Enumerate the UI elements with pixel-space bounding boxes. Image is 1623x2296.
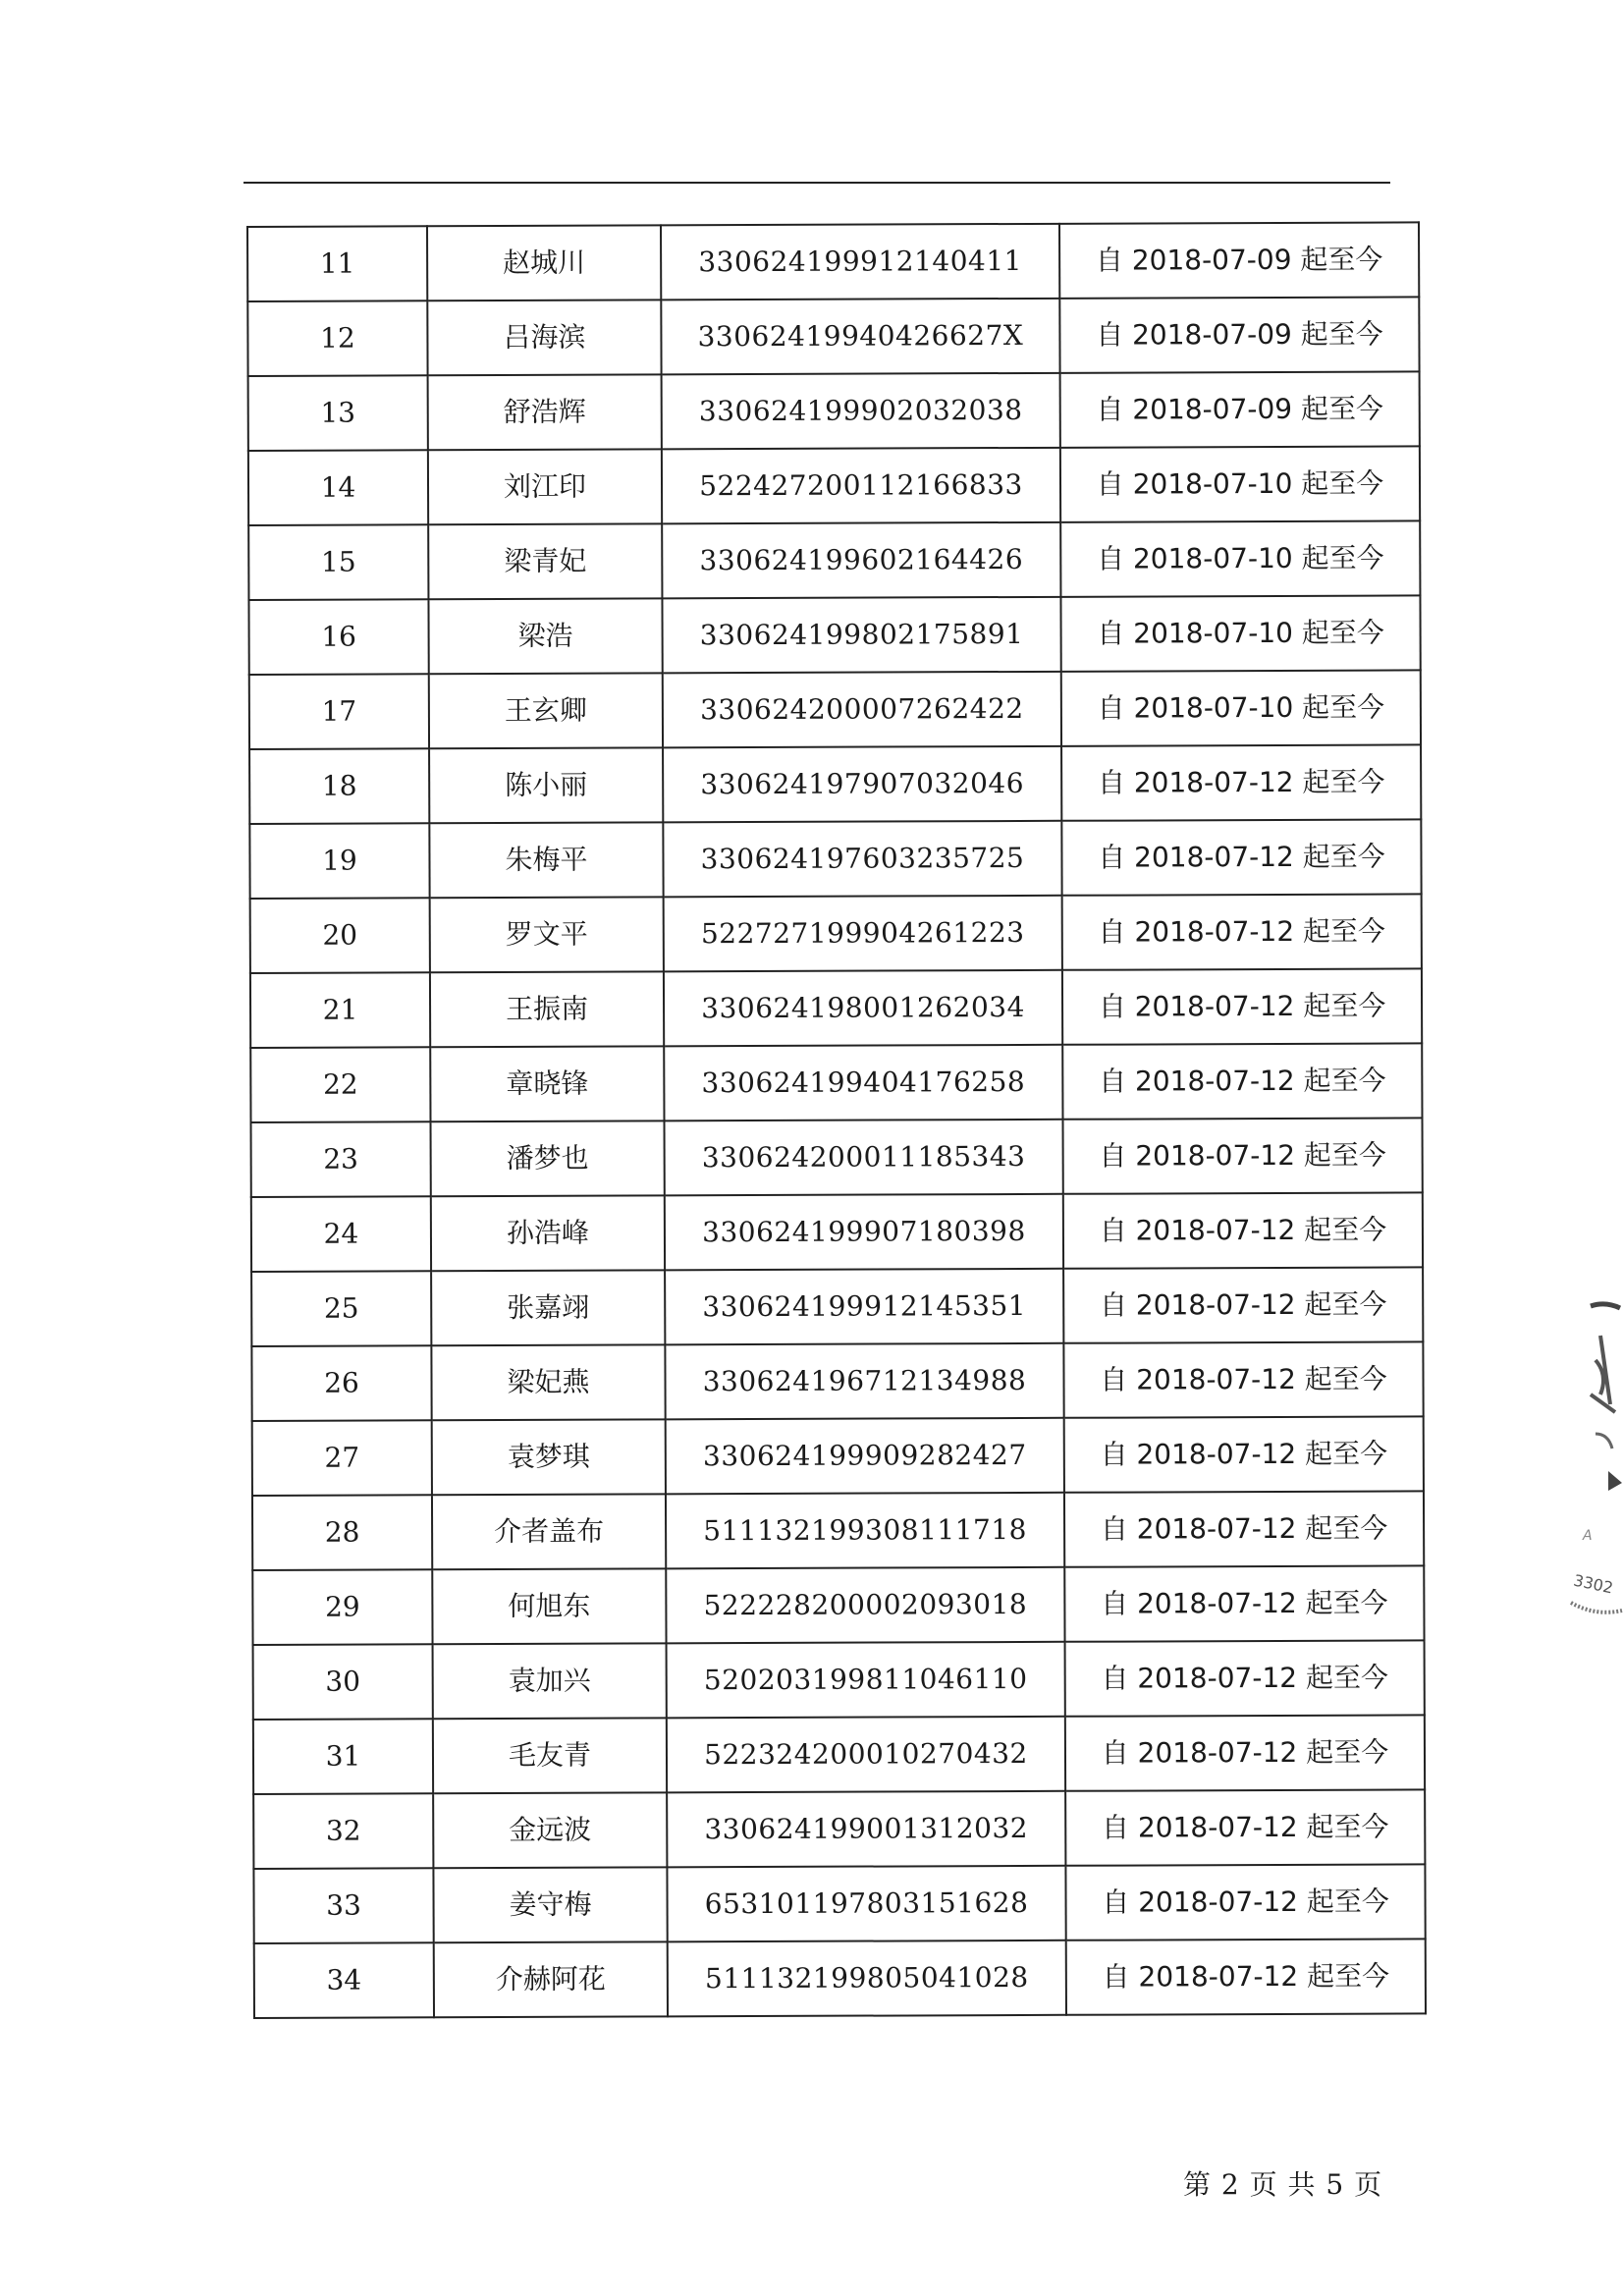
row-number-cell: 31 bbox=[253, 1719, 433, 1794]
row-number-cell: 14 bbox=[248, 450, 428, 525]
row-number-cell: 28 bbox=[252, 1495, 432, 1570]
seal-edge-icon bbox=[1561, 1286, 1623, 1640]
period-cell: 自 2018-07-10 起至今 bbox=[1060, 595, 1420, 671]
table-row bbox=[253, 1640, 1425, 1720]
period-cell: 自 2018-07-09 起至今 bbox=[1060, 371, 1420, 447]
row-number-cell: 29 bbox=[252, 1569, 432, 1645]
name-cell: 梁浩 bbox=[428, 598, 662, 674]
name-cell: 陈小丽 bbox=[429, 747, 663, 823]
roster-sheet bbox=[246, 221, 1417, 2019]
name-cell: 梁青妃 bbox=[428, 523, 662, 599]
period-cell: 自 2018-07-10 起至今 bbox=[1060, 520, 1420, 596]
table-row bbox=[253, 1715, 1425, 1794]
period-cell: 自 2018-07-12 起至今 bbox=[1062, 1118, 1422, 1193]
table-row bbox=[248, 520, 1420, 600]
table-row bbox=[250, 968, 1422, 1048]
id-number-cell: 330624199912145351 bbox=[665, 1269, 1063, 1345]
table-row bbox=[252, 1416, 1424, 1496]
row-number-cell: 33 bbox=[253, 1868, 433, 1943]
period-cell: 自 2018-07-12 起至今 bbox=[1063, 1341, 1423, 1417]
id-number-cell: 330624196712134988 bbox=[665, 1343, 1063, 1420]
table-row bbox=[250, 1043, 1422, 1122]
row-number-cell: 26 bbox=[251, 1345, 431, 1421]
roster-table-body bbox=[247, 222, 1426, 2018]
row-number-cell: 32 bbox=[253, 1793, 433, 1869]
id-number-cell: 330624200007262422 bbox=[663, 672, 1061, 748]
name-cell: 姜守梅 bbox=[433, 1867, 667, 1942]
id-number-cell: 522228200002093018 bbox=[666, 1567, 1064, 1644]
id-number-cell: 330624197907032046 bbox=[663, 746, 1061, 823]
period-cell: 自 2018-07-12 起至今 bbox=[1065, 1864, 1425, 1940]
table-row bbox=[253, 1864, 1425, 1943]
id-number-cell: 522727199904261223 bbox=[664, 896, 1062, 972]
name-cell: 吕海滨 bbox=[427, 300, 661, 375]
table-row bbox=[249, 744, 1421, 824]
period-cell: 自 2018-07-09 起至今 bbox=[1059, 297, 1419, 372]
name-cell: 刘江印 bbox=[428, 449, 662, 524]
table-row bbox=[252, 1491, 1424, 1570]
period-cell: 自 2018-07-12 起至今 bbox=[1064, 1565, 1424, 1641]
id-number-cell: 511132199805041028 bbox=[668, 1941, 1066, 2017]
name-cell: 介者盖布 bbox=[432, 1494, 666, 1569]
table-row bbox=[251, 1267, 1423, 1346]
id-number-cell: 522324200010270432 bbox=[667, 1717, 1065, 1793]
id-number-cell: 33062419940426627X bbox=[661, 299, 1059, 375]
period-cell: 自 2018-07-12 起至今 bbox=[1065, 1715, 1425, 1790]
id-number-cell: 330624199802175891 bbox=[662, 597, 1060, 674]
id-number-cell: 520203199811046110 bbox=[667, 1642, 1065, 1719]
name-cell: 王玄卿 bbox=[429, 673, 663, 748]
id-number-cell: 653101197803151628 bbox=[667, 1866, 1065, 1942]
row-number-cell: 18 bbox=[249, 748, 429, 824]
id-number-cell: 330624199912140411 bbox=[661, 224, 1059, 301]
name-cell: 罗文平 bbox=[430, 897, 664, 972]
svg-text:A: A bbox=[1583, 1528, 1593, 1544]
period-cell: 自 2018-07-12 起至今 bbox=[1066, 1939, 1426, 2014]
official-seal-fragment bbox=[1561, 1286, 1623, 1640]
id-number-cell: 330624197603235725 bbox=[663, 821, 1061, 898]
name-cell: 何旭东 bbox=[432, 1568, 666, 1644]
name-cell: 孙浩峰 bbox=[431, 1195, 665, 1271]
row-number-cell: 15 bbox=[248, 524, 428, 600]
table-row bbox=[248, 595, 1420, 675]
row-number-cell: 34 bbox=[254, 1942, 434, 2018]
table-row bbox=[248, 446, 1420, 525]
id-number-cell: 522427200112166833 bbox=[662, 448, 1060, 524]
header-rule bbox=[243, 182, 1390, 184]
table-row bbox=[247, 297, 1419, 376]
table-row bbox=[250, 894, 1422, 973]
row-number-cell: 27 bbox=[252, 1420, 432, 1496]
period-cell: 自 2018-07-12 起至今 bbox=[1065, 1789, 1425, 1865]
page-number: 第 2 页 共 5 页 bbox=[1183, 2168, 1383, 2201]
row-number-cell: 11 bbox=[247, 226, 427, 301]
row-number-cell: 24 bbox=[251, 1196, 431, 1272]
id-number-cell: 330624199909282427 bbox=[666, 1418, 1064, 1495]
table-row bbox=[251, 1118, 1423, 1197]
row-number-cell: 16 bbox=[248, 599, 428, 675]
name-cell: 金远波 bbox=[433, 1792, 667, 1868]
period-cell: 自 2018-07-12 起至今 bbox=[1064, 1491, 1424, 1566]
id-number-cell: 330624199907180398 bbox=[665, 1194, 1063, 1271]
period-cell: 自 2018-07-12 起至今 bbox=[1062, 1043, 1422, 1119]
period-cell: 自 2018-07-09 起至今 bbox=[1059, 222, 1419, 298]
name-cell: 赵城川 bbox=[427, 225, 661, 301]
name-cell: 袁加兴 bbox=[433, 1643, 667, 1719]
name-cell: 王振南 bbox=[430, 971, 664, 1047]
table-row bbox=[247, 222, 1419, 301]
table-row bbox=[251, 1192, 1423, 1272]
id-number-cell: 330624198001262034 bbox=[664, 970, 1062, 1047]
table-row bbox=[248, 371, 1420, 451]
period-cell: 自 2018-07-12 起至今 bbox=[1062, 894, 1422, 969]
row-number-cell: 20 bbox=[250, 898, 430, 973]
id-number-cell: 330624199602164426 bbox=[662, 522, 1060, 599]
table-row bbox=[254, 1939, 1426, 2018]
row-number-cell: 25 bbox=[251, 1271, 431, 1346]
row-number-cell: 13 bbox=[248, 375, 428, 451]
row-number-cell: 12 bbox=[247, 301, 427, 376]
id-number-cell: 511132199308111718 bbox=[666, 1493, 1064, 1569]
row-number-cell: 17 bbox=[249, 674, 429, 749]
name-cell: 潘梦也 bbox=[431, 1121, 665, 1196]
id-number-cell: 330624199404176258 bbox=[664, 1045, 1062, 1121]
row-number-cell: 23 bbox=[251, 1121, 431, 1197]
period-cell: 自 2018-07-12 起至今 bbox=[1063, 1192, 1423, 1268]
table-row bbox=[252, 1565, 1424, 1645]
period-cell: 自 2018-07-12 起至今 bbox=[1061, 744, 1421, 820]
period-cell: 自 2018-07-12 起至今 bbox=[1065, 1640, 1425, 1716]
period-cell: 自 2018-07-12 起至今 bbox=[1063, 1267, 1423, 1342]
row-number-cell: 30 bbox=[253, 1644, 433, 1720]
table-row bbox=[249, 819, 1421, 899]
name-cell: 舒浩辉 bbox=[428, 374, 662, 450]
name-cell: 梁妃燕 bbox=[431, 1344, 665, 1420]
row-number-cell: 19 bbox=[249, 823, 429, 899]
period-cell: 自 2018-07-10 起至今 bbox=[1061, 670, 1421, 745]
name-cell: 毛友青 bbox=[433, 1718, 667, 1793]
row-number-cell: 22 bbox=[250, 1047, 430, 1122]
period-cell: 自 2018-07-10 起至今 bbox=[1060, 446, 1420, 521]
table-row bbox=[249, 670, 1421, 749]
roster-table bbox=[246, 221, 1427, 2019]
id-number-cell: 330624199902032038 bbox=[662, 373, 1060, 450]
name-cell: 袁梦琪 bbox=[432, 1419, 666, 1495]
table-row bbox=[253, 1789, 1425, 1869]
name-cell: 张嘉翊 bbox=[431, 1270, 665, 1345]
id-number-cell: 330624199001312032 bbox=[667, 1791, 1065, 1868]
name-cell: 朱梅平 bbox=[429, 822, 663, 898]
period-cell: 自 2018-07-12 起至今 bbox=[1062, 968, 1422, 1044]
row-number-cell: 21 bbox=[250, 972, 430, 1048]
id-number-cell: 330624200011185343 bbox=[665, 1120, 1063, 1196]
name-cell: 介赫阿花 bbox=[434, 1941, 668, 2017]
name-cell: 章晓锋 bbox=[430, 1046, 664, 1121]
period-cell: 自 2018-07-12 起至今 bbox=[1064, 1416, 1424, 1492]
period-cell: 自 2018-07-12 起至今 bbox=[1061, 819, 1421, 895]
table-row bbox=[251, 1341, 1423, 1421]
seal-number: 3302 bbox=[1571, 1570, 1615, 1598]
